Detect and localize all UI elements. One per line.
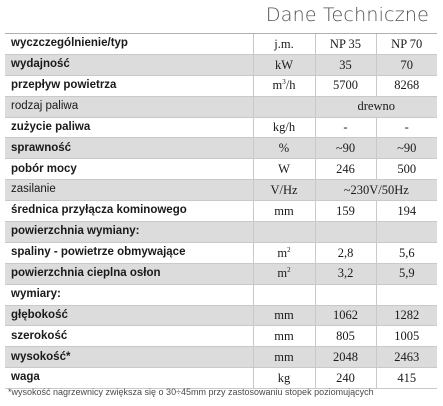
row-value-np35: 35 [315,54,376,75]
row-value-np35: 1062 [315,305,376,326]
table-row [5,201,437,222]
row-label: głębokość [5,305,253,326]
row-value-np35: 240 [315,368,376,389]
row-value-merged: ~230V/50Hz [315,180,437,201]
row-value-np35: 3,2 [315,263,376,284]
table-row [5,96,437,117]
header-name: wyczczególnienie/typ [5,34,253,55]
section-label: powierzchnia wymiany: [5,222,253,243]
row-unit: kg/h [253,117,315,138]
row-value-np70: 70 [376,54,437,75]
row-value-np35: 159 [315,201,376,222]
table-row [5,305,437,326]
row-unit: kg [253,368,315,389]
row-label: przepływ powietrza [5,75,253,96]
row-value-np70: 194 [376,201,437,222]
row-label: wysokość* [5,347,253,368]
row-value-np35: ~90 [315,138,376,159]
row-value-np70: 415 [376,368,437,389]
table-row [5,242,437,263]
row-unit [253,284,315,305]
row-value-np70: ~90 [376,138,437,159]
row-value-np35: 5700 [315,75,376,96]
table-row [5,75,437,96]
row-unit: W [253,159,315,180]
row-unit: $m^3/h$ [253,75,315,96]
table-section-row [5,222,437,243]
row-value-np35: 246 [315,159,376,180]
row-label: sprawność [5,138,253,159]
table-row [5,117,437,138]
row-unit: V/Hz [253,180,315,201]
row-label: wydajność [5,54,253,75]
row-label: spaliny - powietrze obmywające [5,242,253,263]
row-value-merged: drewno [315,96,437,117]
row-value-np70: 2463 [376,347,437,368]
header-unit: j.m. [253,34,315,55]
row-value-np35: 2,8 [315,242,376,263]
row-value-np35 [315,284,376,305]
row-label: powierzchnia cieplna osłon [5,263,253,284]
row-label: waga [5,368,253,389]
row-unit: mm [253,347,315,368]
row-value-np70: - [376,117,437,138]
row-value-np70: 5,6 [376,242,437,263]
row-value-np70 [376,284,437,305]
header-col-np70: NP 70 [376,34,437,55]
table-section-row [5,284,437,305]
table-row [5,326,437,347]
row-unit: $m^2$ [253,263,315,284]
row-unit: mm [253,201,315,222]
row-value-np35: 805 [315,326,376,347]
row-value-np70: 1282 [376,305,437,326]
row-label: pobór mocy [5,159,253,180]
row-value-np70 [376,222,437,243]
row-value-np35: - [315,117,376,138]
row-unit: % [253,138,315,159]
row-value-np35 [315,222,376,243]
row-value-np70: 5,9 [376,263,437,284]
table-row [5,138,437,159]
row-value-np70: 8268 [376,75,437,96]
header-col-np35: NP 35 [315,34,376,55]
row-unit [253,96,315,117]
table-row [5,159,437,180]
footnote: *wysokość nagrzewnicy zwiększa się o 30÷45mm przy zastosowaniu stopek poziomujących [8,387,374,397]
row-value-np70: 1005 [376,326,437,347]
row-unit: mm [253,305,315,326]
row-value-np70: 500 [376,159,437,180]
row-label: zasilanie [5,180,253,201]
table-row [5,180,437,201]
table-header-row [5,34,437,55]
row-label: średnica przyłącza kominowego [5,201,253,222]
section-label: wymiary: [5,284,253,305]
row-label: zużycie paliwa [5,117,253,138]
row-unit: mm [253,326,315,347]
row-unit: kW [253,54,315,75]
row-label: rodzaj paliwa [5,96,253,117]
technical-data-table [5,33,437,389]
page-title: Dane Techniczne [265,4,429,26]
row-unit: $m^2$ [253,242,315,263]
table-row [5,54,437,75]
row-label: szerokość [5,326,253,347]
row-value-np35: 2048 [315,347,376,368]
row-unit [253,222,315,243]
table-row [5,347,437,368]
table-row [5,263,437,284]
table-row [5,368,437,389]
